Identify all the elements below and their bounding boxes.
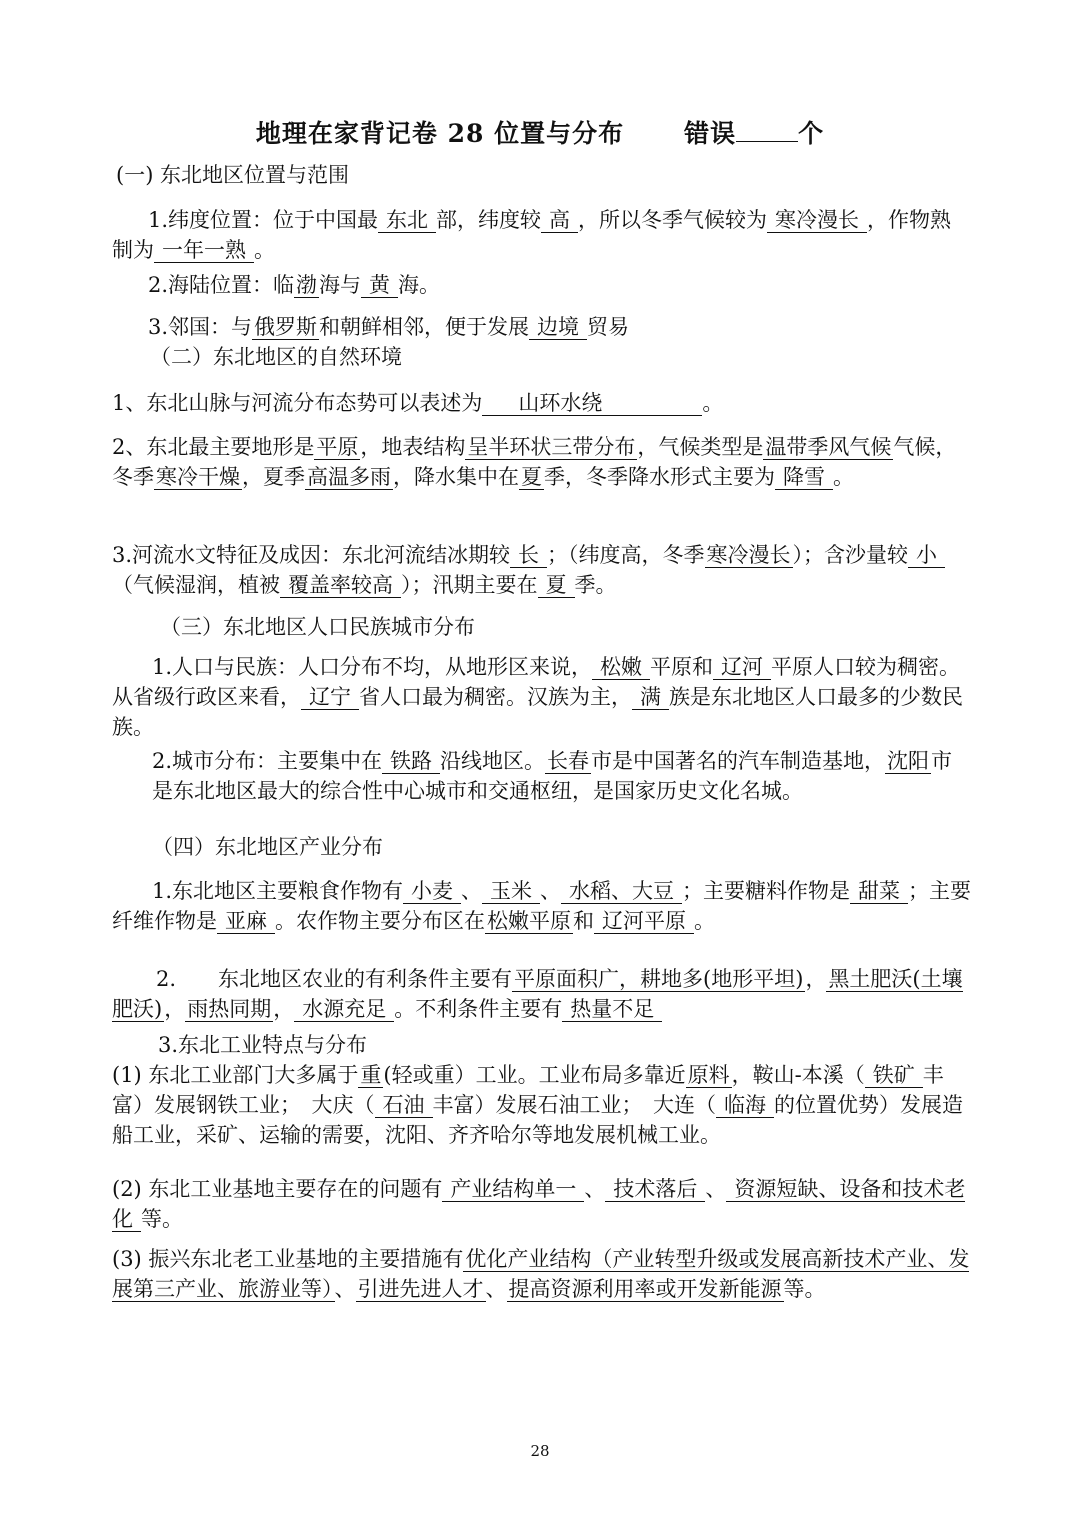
text-fragment: 。 [254, 238, 275, 262]
s4-q3-p1 [112, 1060, 972, 1150]
answer: 铁矿 [865, 1063, 923, 1088]
title-text: 地理在家背记卷 28 位置与分布 [255, 119, 625, 148]
answer: 松嫩 [592, 655, 650, 680]
answer: 黑土肥沃(土壤肥沃) [112, 967, 963, 1021]
answer: 辽河 [713, 655, 771, 680]
answer: 高温多雨 [307, 465, 391, 489]
answer: 水稻、大豆 [561, 879, 682, 904]
text-fragment: 和朝鲜相邻，便于发展 [319, 315, 530, 339]
text-fragment: 、 [584, 1177, 606, 1201]
text-fragment: (3) 振兴东北老工业基地的主要措施有 [112, 1247, 464, 1271]
answer: 提高资源利用率或开发新能源 [508, 1277, 782, 1301]
answer: 松嫩平原 [487, 909, 571, 933]
answer: 铁路 [382, 749, 440, 774]
answer: 寒冷漫长 [706, 543, 791, 567]
text-fragment: 海。 [398, 273, 441, 297]
answer: 长 [510, 543, 547, 568]
text-fragment: ， [273, 997, 295, 1021]
page-number: 28 [530, 1442, 550, 1460]
s4-q3-heading: 3.东北工业特点与分布 [158, 1033, 368, 1057]
text-fragment: 、 [334, 1277, 356, 1301]
answer: 引进先进人才 [357, 1277, 484, 1301]
text-fragment: ；主要纤维作物是 [112, 879, 972, 933]
text-fragment: ， [164, 997, 186, 1021]
text-fragment: 等。 [783, 1277, 826, 1301]
text-fragment: 2、东北最主要地形是 [112, 435, 315, 459]
text-fragment: 部，纬度较 [436, 208, 542, 232]
text-fragment: ；主要糖料作物是 [682, 879, 851, 903]
text-fragment: 丰富）发展石油工业； 大连（ [432, 1093, 716, 1117]
text-fragment: 2. 东北地区农业的有利条件主要有 [156, 967, 513, 991]
answer: 资源短缺、设备和技术老化 [112, 1177, 966, 1231]
text-fragment: 省人口最为稠密。汉族为主， [359, 685, 632, 709]
answer: 高 [541, 208, 578, 233]
answer: 黄 [361, 273, 398, 298]
s2-q2 [112, 432, 972, 492]
answer: 降雪 [775, 465, 833, 490]
s1-q2 [148, 270, 1008, 300]
s1-q3 [148, 312, 1008, 342]
text-fragment: 2.城市分布：主要集中在 [152, 749, 383, 773]
text-fragment: 气候，冬季 [112, 435, 957, 489]
text-fragment: 。 [833, 465, 854, 489]
answer: 热量不足 [562, 997, 662, 1022]
text-fragment: ，地表结构 [360, 435, 466, 459]
text-fragment: ）；含沙量较 [792, 543, 909, 567]
answer: 优化产业结构（产业转型升级或发展高新技术产业、发展第三产业、旅游业等） [112, 1247, 970, 1301]
text-fragment: 丰富）发展钢铁工业； 大庆（ [112, 1063, 944, 1117]
answer: 辽宁 [301, 685, 359, 710]
answer: 辽河平原 [594, 909, 694, 934]
text-fragment: 。 [702, 391, 724, 415]
answer: 温带季风气候 [765, 435, 892, 459]
text-fragment: ， [805, 967, 827, 991]
answer: 亚麻 [217, 909, 275, 934]
text-fragment: ，气候类型是 [637, 435, 764, 459]
text-fragment: 海与 [319, 273, 362, 297]
text-fragment: 平原和 [650, 655, 714, 679]
answer: 水源充足 [294, 997, 394, 1022]
text-fragment: 1.人口与民族：人口分布不均，从地形区来说， [152, 655, 593, 679]
text-fragment: 族是东北地区人口最多的少数民族。 [112, 685, 963, 739]
answer: 边境 [529, 315, 587, 340]
error-count-blank[interactable] [736, 141, 798, 142]
section-3-heading: （三）东北地区人口民族城市分布 [160, 615, 475, 639]
text-fragment: 3.河流水文特征及成因：东北河流结冰期较 [112, 543, 511, 567]
answer: 临海 [716, 1093, 774, 1118]
text-fragment: 市是中国著名的汽车制造基地， [591, 749, 886, 773]
answer: 渤 [296, 273, 318, 297]
text-fragment: 、 [705, 1177, 727, 1201]
error-count-unit: 个 [798, 119, 825, 148]
text-fragment: 、 [540, 879, 562, 903]
page-title [0, 114, 1080, 150]
text-fragment: 市是东北地区最大的综合性中心城市和交通枢纽，是国家历史文化名城。 [152, 749, 953, 803]
answer: 夏 [521, 465, 542, 489]
text-fragment: 。农作物主要分布区在 [275, 909, 485, 933]
s3-q2 [152, 746, 972, 806]
answer: 原料 [687, 1063, 730, 1087]
text-fragment: ，降水集中在 [393, 465, 519, 489]
section-2-heading: （二）东北地区的自然环境 [150, 345, 402, 369]
text-fragment: 季，冬季降水形式主要为 [544, 465, 775, 489]
answer: 石油 [375, 1093, 433, 1118]
text-fragment: ，所以冬季气候较为 [578, 208, 768, 232]
answer: 夏 [538, 573, 575, 598]
answer: 小麦 [403, 879, 461, 904]
answer: 呈半环状三带分布 [467, 435, 636, 459]
answer: 寒冷漫长 [767, 208, 867, 233]
text-fragment: 1.东北地区主要粮食作物有 [152, 879, 404, 903]
text-fragment: 2.海陆位置：临 [148, 273, 295, 297]
answer: 平原面积广，耕地多(地形平坦) [514, 967, 804, 991]
s4-q3-p3 [112, 1244, 972, 1304]
s2-q3 [112, 540, 972, 600]
answer: 长春 [547, 749, 590, 773]
answer: 技术落后 [605, 1177, 705, 1202]
answer: 一年一熟 [154, 238, 254, 263]
text-fragment: ，鞍山-本溪（ [731, 1063, 865, 1087]
answer: 玉米 [482, 879, 540, 904]
answer: 满 [632, 685, 669, 710]
text-fragment: 1、东北山脉与河流分布态势可以表述为 [112, 391, 483, 415]
text-fragment: ）；汛期主要在 [401, 573, 538, 597]
answer: 产业结构单一 [442, 1177, 584, 1202]
s2-q1 [112, 388, 972, 418]
text-fragment: 。不利条件主要有 [394, 997, 563, 1021]
text-fragment: (2) 东北工业基地主要存在的问题有 [112, 1177, 443, 1201]
error-count-label: 错误 [684, 119, 737, 148]
text-fragment: 1.纬度位置：位于中国最 [148, 208, 379, 232]
text-fragment: （气候湿润，植被 [112, 573, 280, 597]
answer: 寒冷干燥 [156, 465, 240, 489]
text-fragment: 平原人口较为稠密。 从省级行政区来看， [112, 655, 961, 709]
answer: 东北 [378, 208, 436, 233]
answer: 小 [908, 543, 945, 568]
answer: 俄罗斯 [254, 315, 318, 339]
answer: 平原 [316, 435, 359, 459]
text-fragment: (1) 东北工业部门大多属于 [112, 1063, 359, 1087]
s4-q1 [112, 876, 972, 936]
answer: 雨热同期 [187, 997, 272, 1021]
answer: 重 [360, 1063, 382, 1087]
text-fragment: 、 [461, 879, 483, 903]
text-fragment: ；（纬度高，冬季 [547, 543, 705, 567]
text-fragment: 季。 [574, 573, 617, 597]
s3-q1 [112, 652, 972, 742]
text-fragment: 等。 [141, 1207, 183, 1231]
answer: 甜菜 [850, 879, 908, 904]
text-fragment: 贸易 [587, 315, 630, 339]
text-fragment: 沿线地区。 [440, 749, 546, 773]
s1-q1 [112, 205, 972, 265]
s4-q3-p2 [112, 1174, 972, 1234]
section-1-heading: (一) 东北地区位置与范围 [116, 163, 350, 187]
answer: 山环水绕 [482, 391, 702, 416]
text-fragment: 的位置优势）发展造船工业，采矿、运输的需要，沈阳、齐齐哈尔等地发展机械工业。 [112, 1093, 963, 1147]
text-fragment: ，夏季 [242, 465, 305, 489]
text-fragment: 和 [573, 909, 594, 933]
text-fragment: 3.邻国：与 [148, 315, 253, 339]
text-fragment: ，作物熟制为 [112, 208, 952, 262]
s4-q2 [112, 964, 972, 1024]
answer: 覆盖率较高 [280, 573, 401, 598]
text-fragment: 。 [694, 909, 715, 933]
section-4-heading: （四）东北地区产业分布 [152, 835, 383, 859]
text-fragment: 、 [485, 1277, 507, 1301]
answer: 沈阳 [887, 749, 930, 773]
text-fragment: (轻或重）工业。工业布局多靠近 [383, 1063, 686, 1087]
